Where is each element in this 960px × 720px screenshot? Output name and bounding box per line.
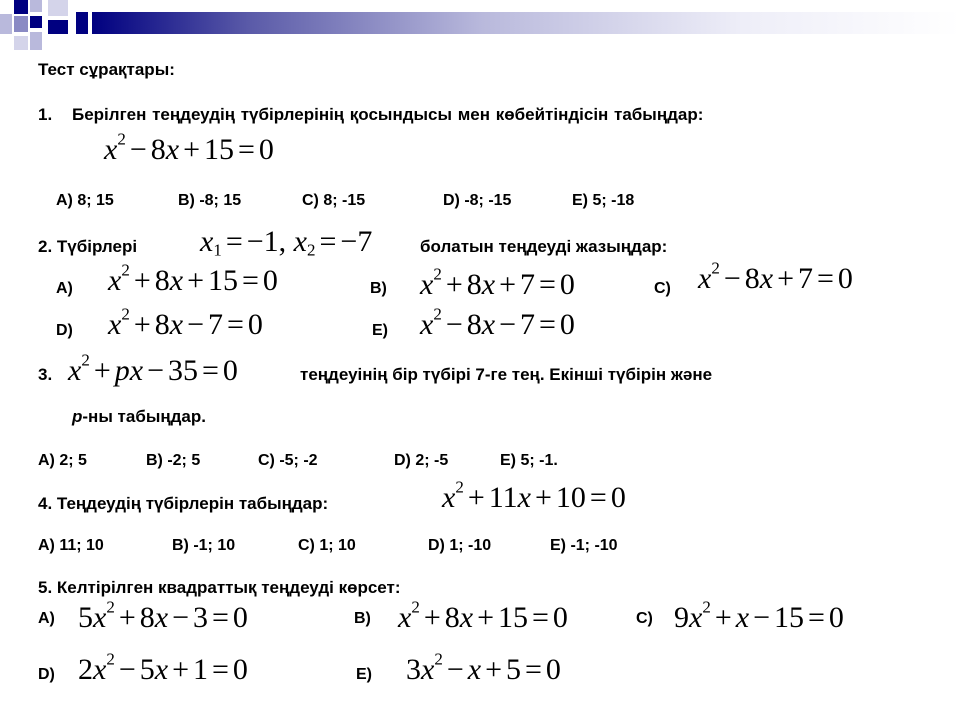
q1-text: Берілген теңдеудің түбірлерінің қосындысы мен көбейтіндісін табыңдар: (72, 105, 704, 124)
q3-p-variable: p (72, 407, 83, 426)
q2-option-d-equation: $x^2 + 8x - 7 = 0$ (108, 304, 263, 341)
q3-answer-e: E) 5; -1. (500, 452, 558, 469)
q2-roots: $x_1 = -1$, $x_2 = -7$ (200, 225, 373, 260)
q2-option-e-label: E) (372, 322, 388, 339)
q3-text-line2-rest: -ны табыңдар. (82, 407, 206, 426)
q4-answer-e: E) -1; -10 (550, 537, 618, 554)
q3-number: 3. (38, 365, 53, 384)
q3-answer-d: D) 2; -5 (394, 452, 449, 469)
q3-text-line1: теңдеуінің бір түбірі 7-ге тең. Екінші түбірін және (300, 365, 713, 384)
deco-square-2 (30, 0, 42, 12)
q5-text: 5. Келтірілген квадраттық теңдеуді көрсет: (38, 578, 401, 597)
q1-answer-a: A) 8; 15 (56, 192, 114, 209)
q5-option-a-equation: $5x^2 + 8x - 3 = 0$ (78, 597, 248, 634)
q3-answer-c: C) -5; -2 (258, 452, 318, 469)
q2-option-e-equation: $x^2 - 8x - 7 = 0$ (420, 304, 575, 341)
q4-answer-d: D) 1; -10 (428, 537, 492, 554)
q5-option-a-label: A) (38, 610, 55, 627)
deco-square-10 (76, 12, 88, 34)
q2-text: 2. Түбірлері (38, 237, 138, 256)
q3-answer-a: A) 2; 5 (38, 452, 87, 469)
q4-answer-a: A) 11; 10 (38, 537, 104, 554)
q4-text: 4. Теңдеудің түбірлерін табыңдар: (38, 494, 329, 513)
q1-answer-e: E) 5; -18 (572, 192, 635, 209)
q2-tail: болатын теңдеуді жазыңдар: (420, 237, 668, 256)
q3-answer-b: B) -2; 5 (146, 452, 201, 469)
page-title: Тест сұрақтары: (38, 60, 175, 79)
deco-square-1 (14, 0, 28, 14)
q1-answer-c: C) 8; -15 (302, 192, 366, 209)
q3-equation: $x^2$ + px − 35 = 0 (68, 350, 238, 387)
q4-answer-c: C) 1; 10 (298, 537, 356, 554)
header-gradient-bar (92, 12, 960, 34)
deco-square-7 (48, 20, 68, 34)
q4-answer-b: B) -1; 10 (172, 537, 236, 554)
q3-text-line2 (72, 407, 206, 427)
q2-option-b-label: B) (370, 280, 387, 297)
deco-square-4 (0, 14, 12, 34)
q5-option-c-equation: $9x^2 + x - 15 = 0$ (674, 597, 844, 634)
q1-equation: $x^2 - 8x + 15 = 0$ (104, 129, 274, 166)
q1-answer-b: B) -8; 15 (178, 192, 242, 209)
deco-square-6 (30, 16, 42, 28)
deco-square-9 (30, 32, 42, 50)
q2-option-b-equation: $x^2 + 8x + 7 = 0$ (420, 264, 575, 301)
deco-square-3 (48, 0, 68, 16)
q2-option-a-equation: $x^2 + 8x + 15 = 0$ (108, 260, 278, 297)
q2-option-c-equation: $x^2 - 8x + 7 = 0$ (698, 258, 853, 295)
q4-equation: $x^2 + 11x + 10 = 0$ (442, 477, 626, 514)
q5-option-d-label: D) (38, 666, 55, 683)
q5-option-d-equation: $2x^2 - 5x + 1 = 0$ (78, 649, 248, 686)
q1-number: 1. (38, 105, 53, 124)
q5-option-c-label: C) (636, 610, 653, 627)
q5-option-b-equation: $x^2 + 8x + 15 = 0$ (398, 597, 568, 634)
q2-option-c-label: C) (654, 280, 671, 297)
q5-option-e-label: E) (356, 666, 372, 683)
deco-square-5 (14, 16, 28, 32)
q5-option-e-equation: $3x^2 - x + 5 = 0$ (406, 649, 561, 686)
q1-answer-d: D) -8; -15 (443, 192, 512, 209)
q5-option-b-label: B) (354, 610, 371, 627)
q2-option-a-label: A) (56, 280, 73, 297)
deco-square-8 (14, 36, 28, 50)
q2-option-d-label: D) (56, 322, 73, 339)
